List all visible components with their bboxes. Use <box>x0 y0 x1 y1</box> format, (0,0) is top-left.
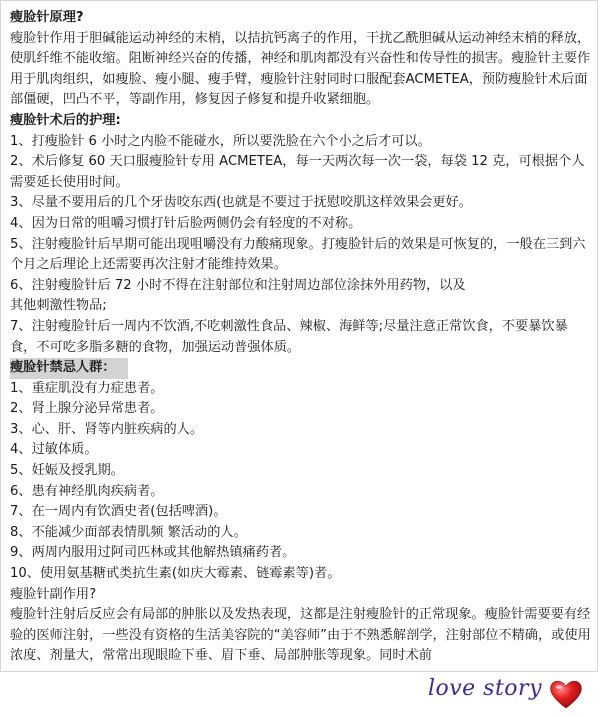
section-line: 2、术后修复 60 天口服瘦脸针专用 ACMETEA，每一天两次每一次一袋，每袋 12 克，可根据个人需要延长使用时间。 <box>10 154 585 190</box>
section-line: 瘦脸针注射后反应会有局部的肿胀以及发热表现，这都是注射瘦脸针的正常现象。瘦脸针需要要有经验的医师注射，一些没有资格的生活美容院的“美容师”由于不熟悉解剖学，注射部位不精确，或使用浓度、剂量大，常常出现眼睑下垂、眉下垂、局部肿胀等现象。同时术前 <box>10 607 591 664</box>
section-line: 6、患有神经肌肉疾病者。 <box>10 483 164 499</box>
section-line: 5、注射瘦脸针后早期可能出现咀嚼没有力酸痛现象。打瘦脸针后的效果是可恢复的，一般在三到六个月之后理论上还需要再次注射才能维持效果。 <box>10 236 586 273</box>
section-line: 5、妊娠及授乳期。 <box>10 463 124 479</box>
section-title: 瘦脸针副作用? <box>10 586 97 602</box>
document-content <box>10 8 591 667</box>
section-line: 9、两周内服用过阿司匹林或其他解热镇痛药者。 <box>10 545 296 561</box>
section-line: 3、尽量不要用后的几个牙齿咬东西(也就是不要过于抚慰咬肌这样效果会更好。 <box>10 195 472 211</box>
section-line: 7、注射瘦脸针后一周内不饮酒,不吃刺激性食品、辣椒、海鲜等;尽量注意正常饮食，不要暴饮暴食，不可吃多脂多糖的食物，加强运动普强体质。 <box>10 318 568 355</box>
section-line: 6、注射瘦脸针后 72 小时不得在注射部位和注射周边部位涂抹外用药物，以及 <box>10 277 466 293</box>
love-story-signature: love story <box>427 676 542 701</box>
section-title: 瘦脸针禁忌人群： <box>10 358 128 379</box>
footer <box>0 672 600 716</box>
section-title: 瘦脸针术后的护理: <box>10 112 121 128</box>
section-title: 瘦脸针原理? <box>10 10 84 25</box>
section-line: 瘦脸针作用于胆碱能运动神经的末梢，以拮抗钙离子的作用，干扰乙酰胆碱从运动神经末梢的释放，使肌纤维不能收缩。阻断神经兴奋的传播，神经和肌肉都没有兴奋性和传导性的损害。瘦脸针主要作用于肌肉组织，如瘦脸、瘦小腿、瘦手臂，瘦脸针注射同时口服配套ACMETEA，预防瘦脸针术后面部僵硬，凹凸不平，等副作用，修复因子修复和提升收紧细胞。 <box>10 30 591 108</box>
section-line: 2、肾上腺分泌异常患者。 <box>10 401 164 417</box>
section-line: 4、因为日常的咀嚼习惯打针后脸两侧仍会有轻度的不对称。 <box>10 215 362 231</box>
section-line: 10、使用氨基糖甙类抗生素(如庆大霉素、链霉素等)者。 <box>10 566 341 582</box>
section-line: 4、过敏体质。 <box>10 442 98 458</box>
section-line: 7、在一周内有饮酒史者(包括啤酒)。 <box>10 504 227 520</box>
section-line: 1、重症肌没有力症患者。 <box>10 380 164 396</box>
section-line: 3、心、肝、肾等内脏疾病的人。 <box>10 421 204 437</box>
section-line: 1、打瘦脸针 6 小时之内脸不能碰水，所以要洗脸在六个小之后才可以。 <box>10 133 431 149</box>
section-line: 8、不能减少面部表情肌频 繁活动的人。 <box>10 524 247 540</box>
heart-icon <box>548 678 584 710</box>
section-line: 其他刺激性物品; <box>10 298 107 314</box>
